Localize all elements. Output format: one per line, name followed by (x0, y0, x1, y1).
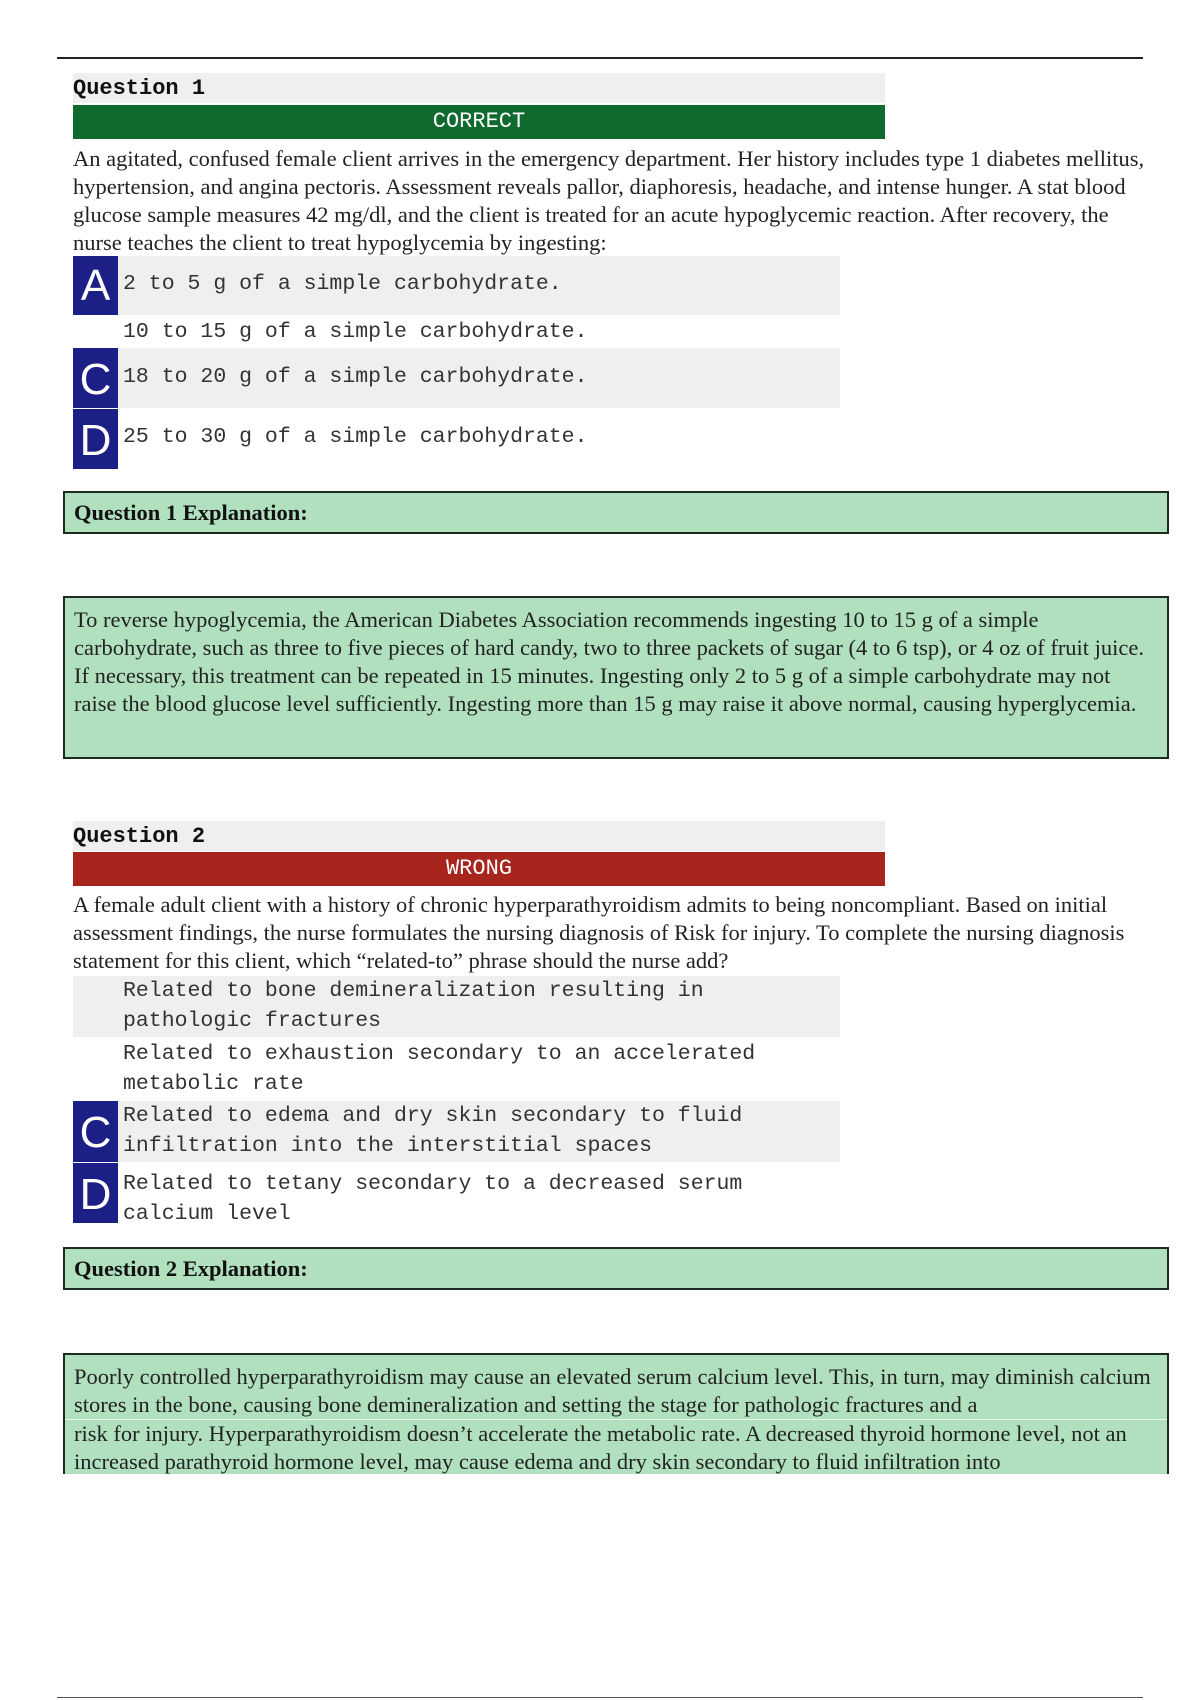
question-2-status-badge: WRONG (73, 852, 885, 886)
option-text: Related to exhaustion secondary to an accelerated metabolic rate (123, 1042, 756, 1096)
question-1-option-b[interactable] (73, 316, 840, 348)
question-2-explanation-title: Question 2 Explanation: (63, 1247, 1169, 1290)
question-2-option-b[interactable] (73, 1038, 840, 1100)
question-2-option-a[interactable] (73, 976, 840, 1037)
explanation-text-part-1: Poorly controlled hyperparathyroidism may cause an elevated serum calcium level. This, in turn, may diminish calcium stores in the bone, causing bone demineralization and setting the stage for pathologic fractures and a (74, 1364, 1151, 1417)
explanation-text: To reverse hypoglycemia, the American Diabetes Association recommends ingesting 10 to 15 g of a simple carbohydrate, such as three to five pieces of hard candy, two to three packets of sugar (4 to 6 tsp), or 4 oz of fruit juice. If necessary, this treatment can be repeated in 15 minutes. Ingesting only 2 to 5 g of a simple carbohydrate may not raise the blood glucose level sufficiently. Ingesting more than 15 g may raise it above normal, causing hyperglycemia. (74, 607, 1145, 716)
option-c-letter-badge: C (73, 1101, 118, 1162)
question-2-explanation (63, 1353, 1169, 1474)
option-text: 2 to 5 g of a simple carbohydrate. (123, 272, 562, 296)
question-2-option-d[interactable] (73, 1163, 840, 1226)
option-text: Related to bone demineralization resulting in pathologic fractures (123, 979, 704, 1033)
option-text: 10 to 15 g of a simple carbohydrate. (123, 320, 588, 344)
question-1-option-c[interactable] (73, 348, 840, 408)
option-d-letter-badge: D (73, 409, 118, 469)
option-d-letter-badge: D (73, 1163, 118, 1223)
question-2-header: Question 2 (73, 821, 885, 851)
option-a-letter-badge: A (73, 256, 118, 315)
question-2-option-c[interactable] (73, 1101, 840, 1162)
explanation-text-part-2: risk for injury. Hyperparathyroidism doesn’t accelerate the metabolic rate. A decreased thyroid hormone level, not an increased parathyroid hormone level, may cause edema and dry skin secondary to fluid infiltration into (65, 1419, 1167, 1474)
question-2-stem: A female adult client with a history of chronic hyperparathyroidism admits to being noncompliant. Based on initial assessment findings, the nurse formulates the nursing diagnosis of Risk for injury. To complete the nursing diagnosis statement for this client, which “related-to” phrase should the nurse add? (73, 892, 1125, 973)
question-1-status-badge: CORRECT (73, 105, 885, 139)
question-1-explanation-title: Question 1 Explanation: (63, 491, 1169, 534)
question-1-option-a[interactable] (73, 256, 840, 315)
option-text: Related to edema and dry skin secondary to fluid infiltration into the interstitial spaces (123, 1104, 743, 1158)
question-1-explanation (63, 596, 1169, 759)
question-1-option-d[interactable] (73, 409, 840, 469)
option-text: Related to tetany secondary to a decreased serum calcium level (123, 1172, 743, 1226)
option-text: 18 to 20 g of a simple carbohydrate. (123, 365, 588, 389)
top-rule (57, 57, 1143, 59)
question-1-header: Question 1 (73, 73, 885, 103)
option-c-letter-badge: C (73, 348, 118, 408)
question-1-stem: An agitated, confused female client arrives in the emergency department. Her history includes type 1 diabetes mellitus, hypertension, and angina pectoris. Assessment reveals pallor, diaphoresis, headache, and intense hunger. A stat blood glucose sample measures 42 mg/dl, and the client is treated for an acute hypoglycemic reaction. After recovery, the nurse teaches the client to treat hypoglycemia by ingesting: (73, 146, 1145, 255)
option-text: 25 to 30 g of a simple carbohydrate. (123, 425, 588, 449)
bottom-rule (57, 1697, 1143, 1698)
